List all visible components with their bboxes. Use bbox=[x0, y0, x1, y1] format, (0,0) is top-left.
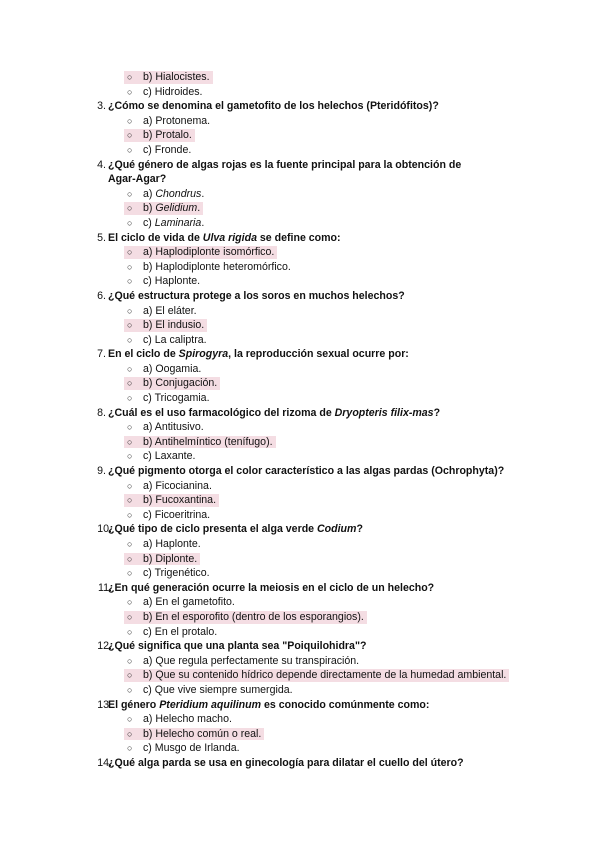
question-continuation bbox=[0, 172, 600, 187]
text-run: En el ciclo de bbox=[108, 348, 179, 361]
answer-option bbox=[0, 435, 600, 450]
question-text bbox=[108, 347, 409, 362]
question-text bbox=[108, 172, 166, 187]
bullet-icon: ○ bbox=[127, 144, 133, 155]
question-number: 13. bbox=[97, 698, 112, 711]
answer-option bbox=[0, 727, 600, 742]
option-text bbox=[143, 216, 204, 231]
answer-option bbox=[0, 362, 600, 377]
species-name: Spirogyra bbox=[178, 348, 229, 361]
bullet-icon: ○ bbox=[127, 320, 133, 331]
option-text: b) El indusio. bbox=[143, 319, 205, 332]
option-text: a) Oogamia. bbox=[143, 362, 202, 375]
option-text: b) Diplonte. bbox=[143, 552, 198, 565]
bullet-icon: ○ bbox=[127, 611, 133, 622]
bullet-icon: ○ bbox=[127, 684, 133, 695]
text-run: ¿En qué generación ocurre la meiosis en el ciclo de un helecho? bbox=[108, 581, 435, 594]
answer-option bbox=[0, 114, 600, 129]
answer-option bbox=[0, 274, 600, 289]
bullet-icon: ○ bbox=[127, 495, 133, 506]
text-run: , la reproducción sexual ocurre por: bbox=[228, 348, 409, 361]
question bbox=[0, 464, 600, 479]
answer-option bbox=[0, 741, 600, 756]
question-text bbox=[108, 99, 439, 114]
text-run: ¿Cuál es el uso farmacológico del rizoma de bbox=[108, 406, 335, 419]
answer-option bbox=[0, 552, 600, 567]
text-run: El género bbox=[108, 698, 160, 711]
text-run: b) bbox=[143, 202, 156, 215]
text-run: es conocido comúnmente como: bbox=[261, 698, 430, 711]
bullet-icon: ○ bbox=[127, 72, 133, 82]
bullet-icon: ○ bbox=[127, 743, 133, 754]
bullet-icon: ○ bbox=[127, 451, 133, 462]
option-text: c) Trigenético. bbox=[143, 567, 210, 580]
option-text: b) Antihelmíntico (tenífugo). bbox=[143, 435, 273, 448]
question-number: 12. bbox=[97, 640, 112, 653]
answer-option bbox=[0, 128, 600, 143]
bullet-icon: ○ bbox=[127, 422, 133, 433]
bullet-icon: ○ bbox=[127, 86, 133, 97]
question bbox=[0, 522, 600, 537]
option-text: b) Haplodiplonte heteromórfico. bbox=[143, 260, 291, 273]
option-text: a) Ficocianina. bbox=[143, 479, 212, 492]
answer-option bbox=[0, 668, 600, 683]
bullet-icon: ○ bbox=[127, 115, 133, 126]
answer-option bbox=[0, 216, 600, 231]
text-run: . bbox=[197, 202, 201, 215]
question-number: 10. bbox=[97, 523, 112, 536]
answer-option bbox=[0, 85, 600, 100]
bullet-icon: ○ bbox=[127, 276, 133, 287]
question-text bbox=[108, 231, 341, 246]
option-text: c) Hidroides. bbox=[143, 85, 203, 98]
option-text: b) Fucoxantina. bbox=[143, 494, 217, 507]
question-number: 14. bbox=[97, 756, 112, 769]
bullet-icon: ○ bbox=[127, 509, 133, 520]
bullet-icon: ○ bbox=[127, 217, 133, 228]
option-text: b) Hialocistes. bbox=[143, 71, 210, 83]
answer-option bbox=[0, 245, 600, 260]
question-number: 3. bbox=[97, 100, 106, 113]
answer-option bbox=[0, 479, 600, 494]
option-text: c) La caliptra. bbox=[143, 333, 207, 346]
bullet-icon: ○ bbox=[127, 670, 133, 681]
answer-option bbox=[0, 70, 600, 85]
bullet-icon: ○ bbox=[127, 378, 133, 389]
answer-option bbox=[0, 712, 600, 727]
bullet-icon: ○ bbox=[127, 568, 133, 579]
question bbox=[0, 99, 600, 114]
question-number: 4. bbox=[97, 158, 106, 171]
text-run: ¿Qué alga parda se usa en ginecología para dilatar el cuello del útero? bbox=[108, 756, 464, 769]
text-run: ¿Cómo se denomina el gametofito de los helechos (Pteridófitos)? bbox=[108, 100, 439, 113]
bullet-icon: ○ bbox=[127, 714, 133, 725]
question bbox=[0, 289, 600, 304]
question-number: 11. bbox=[98, 581, 112, 594]
option-text: b) Helecho común o real. bbox=[143, 727, 262, 740]
option-text: b) En el esporofito (dentro de los esporangios). bbox=[143, 610, 364, 623]
text-run: ¿Qué tipo de ciclo presenta el alga verde bbox=[108, 523, 317, 536]
option-text: c) En el protalo. bbox=[143, 625, 218, 638]
question-number: 7. bbox=[97, 348, 106, 361]
answer-option bbox=[0, 566, 600, 581]
question-number: 6. bbox=[97, 289, 106, 302]
answer-option bbox=[0, 376, 600, 391]
text-run: ? bbox=[433, 406, 441, 419]
answer-option bbox=[0, 595, 600, 610]
text-run: ? bbox=[356, 523, 363, 536]
bullet-icon: ○ bbox=[127, 553, 133, 564]
bullet-icon: ○ bbox=[127, 626, 133, 637]
answer-option bbox=[0, 187, 600, 202]
answer-option bbox=[0, 333, 600, 348]
answer-option bbox=[0, 449, 600, 464]
bullet-icon: ○ bbox=[127, 480, 133, 491]
bullet-icon: ○ bbox=[127, 261, 133, 272]
question bbox=[0, 158, 600, 173]
document-page bbox=[0, 70, 600, 771]
species-name: Ulva rigida bbox=[202, 231, 257, 244]
question-number: 8. bbox=[97, 406, 106, 419]
option-text: c) Haplonte. bbox=[143, 275, 201, 288]
option-text bbox=[143, 201, 200, 216]
option-text: c) Que vive siempre sumergida. bbox=[143, 683, 293, 696]
answer-option bbox=[0, 493, 600, 508]
question bbox=[0, 639, 600, 654]
text-run: ¿Qué género de algas rojas es la fuente principal para la obtención de bbox=[108, 158, 462, 171]
question-text bbox=[108, 289, 405, 304]
option-text: c) Fronde. bbox=[143, 143, 192, 156]
question bbox=[0, 406, 600, 421]
bullet-icon: ○ bbox=[127, 655, 133, 666]
option-text: a) Antitusivo. bbox=[143, 421, 204, 434]
option-text bbox=[143, 187, 204, 202]
text-run: . bbox=[201, 187, 205, 200]
option-text: a) Helecho macho. bbox=[143, 713, 232, 726]
bullet-icon: ○ bbox=[127, 130, 133, 141]
question-text bbox=[108, 522, 363, 537]
text-run: El ciclo de vida de bbox=[108, 231, 203, 244]
option-text: b) Conjugación. bbox=[143, 377, 218, 390]
text-run: Agar-Agar? bbox=[108, 173, 167, 186]
text-run: se define como: bbox=[256, 231, 341, 244]
bullet-icon: ○ bbox=[127, 393, 133, 404]
option-text: c) Musgo de Irlanda. bbox=[143, 742, 240, 755]
bullet-icon: ○ bbox=[127, 363, 133, 374]
text-run: c) bbox=[143, 216, 155, 229]
species-name: Dryopteris filix-mas bbox=[334, 406, 434, 419]
species-name: Chondrus bbox=[155, 187, 202, 200]
answer-option bbox=[0, 654, 600, 669]
option-text: c) Ficoeritrina. bbox=[143, 508, 211, 521]
bullet-icon: ○ bbox=[127, 305, 133, 316]
question-text bbox=[108, 698, 429, 713]
bullet-icon: ○ bbox=[127, 436, 133, 447]
bullet-icon: ○ bbox=[127, 539, 133, 549]
question-text bbox=[108, 581, 434, 596]
answer-option bbox=[0, 318, 600, 333]
question bbox=[0, 347, 600, 362]
text-run: . bbox=[201, 216, 205, 229]
answer-option bbox=[0, 201, 600, 216]
text-run: ¿Qué significa que una planta sea "Poiquilohidra"? bbox=[108, 640, 367, 653]
species-name: Pteridium aquilinum bbox=[159, 698, 262, 711]
question bbox=[0, 581, 600, 596]
species-name: Laminaria bbox=[154, 216, 202, 229]
option-text: c) Tricogamia. bbox=[143, 392, 210, 405]
bullet-icon: ○ bbox=[127, 334, 133, 345]
option-text: b) Protalo. bbox=[143, 129, 192, 142]
option-text: a) El eláter. bbox=[143, 304, 197, 317]
question-text bbox=[108, 406, 440, 421]
option-text: a) Que regula perfectamente su transpiración. bbox=[143, 654, 360, 667]
bullet-icon: ○ bbox=[127, 203, 133, 214]
bullet-icon: ○ bbox=[127, 247, 133, 258]
question-text bbox=[108, 158, 461, 173]
text-run: a) bbox=[143, 187, 156, 200]
answer-option bbox=[0, 260, 600, 275]
answer-option bbox=[0, 508, 600, 523]
question-text bbox=[108, 639, 366, 654]
answer-option bbox=[0, 537, 600, 552]
option-text: c) Laxante. bbox=[143, 450, 196, 463]
answer-option bbox=[0, 304, 600, 319]
option-text: a) En el gametofito. bbox=[143, 596, 235, 609]
option-text: a) Protonema. bbox=[143, 114, 211, 127]
bullet-icon: ○ bbox=[127, 597, 133, 608]
question bbox=[0, 698, 600, 713]
bullet-icon: ○ bbox=[127, 188, 133, 199]
option-text: b) Que su contenido hídrico depende directamente de la humedad ambiental. bbox=[143, 669, 507, 682]
question-number: 9. bbox=[97, 465, 106, 478]
species-name: Codium bbox=[317, 523, 357, 536]
answer-option bbox=[0, 391, 600, 406]
answer-option bbox=[0, 143, 600, 158]
option-text: a) Haplodiplonte isomórfico. bbox=[143, 246, 275, 259]
species-name: Gelidium bbox=[155, 202, 198, 215]
bullet-icon: ○ bbox=[127, 728, 133, 739]
question bbox=[0, 231, 600, 246]
question-number: 5. bbox=[97, 231, 106, 244]
question-text bbox=[108, 756, 464, 771]
text-run: ¿Qué estructura protege a los soros en muchos helechos? bbox=[108, 289, 405, 302]
answer-option bbox=[0, 683, 600, 698]
question-text bbox=[108, 464, 504, 479]
option-text: a) Haplonte. bbox=[143, 538, 201, 550]
answer-option bbox=[0, 610, 600, 625]
text-run: ¿Qué pigmento otorga el color característico a las algas pardas (Ochrophyta)? bbox=[108, 465, 505, 478]
answer-option bbox=[0, 420, 600, 435]
answer-option bbox=[0, 625, 600, 640]
question bbox=[0, 756, 600, 771]
